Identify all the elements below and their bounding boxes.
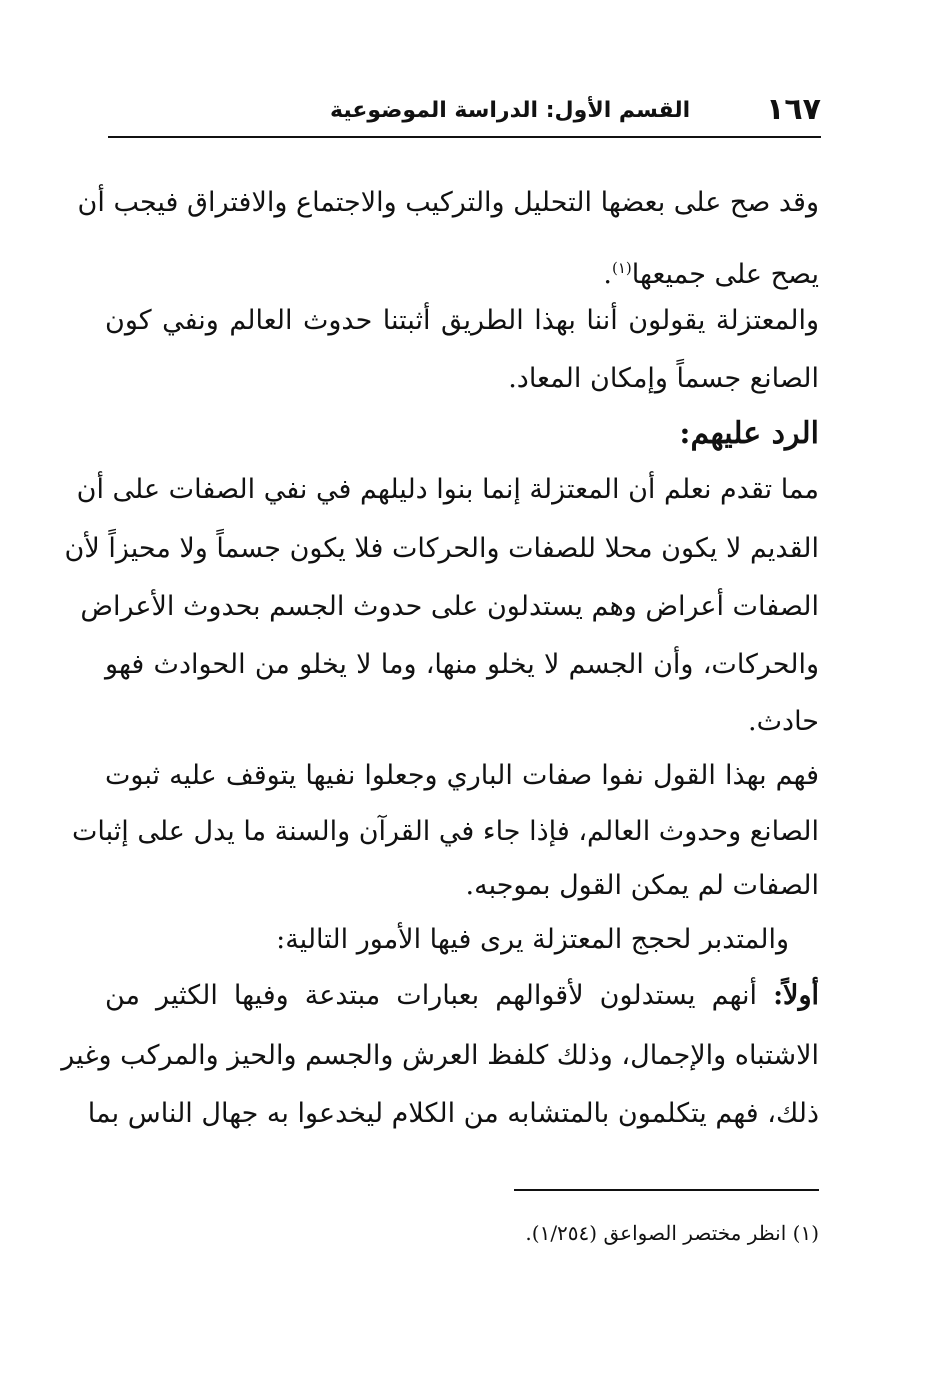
text-line-body: يصح على جميعها bbox=[631, 259, 819, 290]
footnote: (١) انظر مختصر الصواعق (١/٢٥٤). bbox=[525, 1221, 819, 1245]
text-line: ذلك، فهم يتكلمون بالمتشابه من الكلام ليخدعوا به جهال الناس بما bbox=[87, 1098, 819, 1129]
footnote-marker[interactable]: (١) bbox=[611, 259, 632, 277]
text-line: الصانع جسماً وإمكان المعاد. bbox=[508, 363, 819, 394]
footnote-rule bbox=[514, 1189, 819, 1191]
list-lead: أولاً: bbox=[773, 980, 819, 1011]
text-line: فهم بهذا القول نفوا صفات الباري وجعلوا نفيها يتوقف عليه ثبوت bbox=[105, 760, 819, 791]
page-number: ١٦٧ bbox=[766, 92, 821, 127]
text-line: وقد صح على بعضها التحليل والتركيب والاجتماع والافتراق فيجب أن bbox=[77, 187, 819, 218]
text-line: الصانع وحدوث العالم، فإذا جاء في القرآن والسنة ما يدل على إثبات bbox=[71, 816, 819, 847]
text-line-end: . bbox=[603, 259, 612, 290]
text-line: والمتدبر لحجج المعتزلة يرى فيها الأمور التالية: bbox=[276, 924, 789, 955]
text-line: والمعتزلة يقولون أننا بهذا الطريق أثبتنا حدوث العالم ونفي كون bbox=[105, 305, 819, 336]
text-line bbox=[603, 248, 819, 295]
text-line-body: أنهم يستدلون لأقوالهم بعبارات مبتدعة وفيها الكثير من bbox=[105, 980, 774, 1011]
running-title: القسم الأول: الدراسة الموضوعية bbox=[330, 98, 691, 123]
text-line: الصفات أعراض وهم يستدلون على حدوث الجسم بحدوث الأعراض bbox=[80, 591, 819, 622]
text-line: الصفات لم يمكن القول بموجبه. bbox=[465, 870, 819, 901]
text-line: حادث. bbox=[748, 706, 819, 737]
text-line: والحركات، وأن الجسم لا يخلو منها، وما لا يخلو من الحوادث فهو bbox=[105, 649, 819, 680]
page-header bbox=[108, 92, 821, 132]
section-heading: الرد عليهم: bbox=[679, 416, 819, 451]
header-rule bbox=[108, 136, 821, 138]
text-line: القديم لا يكون محلا للصفات والحركات فلا يكون جسماً ولا محيزاً لأن bbox=[64, 533, 819, 564]
text-line: الاشتباه والإجمال، وذلك كلفظ العرش والجسم والحيز والمركب وغير bbox=[61, 1040, 819, 1071]
text-line: مما تقدم نعلم أن المعتزلة إنما بنوا دليلهم في نفي الصفات على أن bbox=[76, 474, 819, 505]
text-line bbox=[105, 976, 819, 1016]
